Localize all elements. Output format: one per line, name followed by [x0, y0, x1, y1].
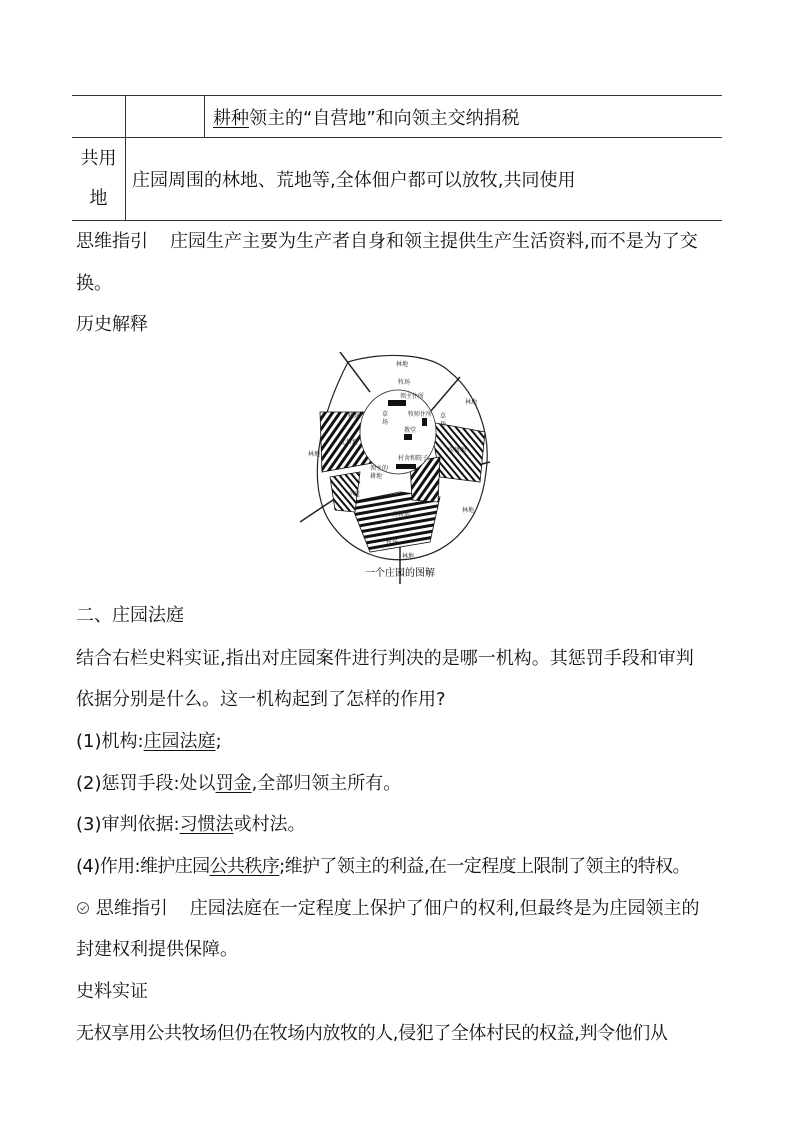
underlined-answer: 庄园法庭 — [143, 731, 216, 752]
evidence-text: 无权享用公共牧场但仍在牧场内放牧的人,侵犯了全体村民的权益,判令他们从 — [76, 1023, 668, 1044]
label-line: 共用 — [80, 148, 117, 169]
map-label: 领主的 — [370, 465, 389, 472]
map-label: 草 — [382, 411, 389, 418]
map-label: 林地 — [308, 451, 321, 458]
table-cell-content — [205, 96, 723, 138]
hint-icon — [76, 901, 90, 915]
thinking-hint — [76, 895, 726, 923]
underlined-answer: 罚金 — [215, 773, 252, 794]
map-label: 南耕地 — [392, 511, 411, 518]
thinking-hint — [76, 228, 726, 256]
table-cell-content — [126, 138, 723, 221]
map-label: 场 — [440, 421, 447, 428]
table-cell-empty — [126, 96, 205, 138]
priest-house-icon — [422, 418, 427, 426]
table-row-label — [72, 138, 126, 221]
map-label: 小道 — [348, 491, 361, 498]
answer-prefix: (1)机构: — [76, 731, 144, 752]
question-line: 结合右栏史料实证,指出对庄园案件进行判决的是哪一机构。其惩罚手段和审判 — [76, 648, 694, 669]
question-line: 依据分别是什么。这一机构起到了怎样的作用? — [76, 689, 446, 710]
hint-text: 庄园法庭在一定程度上保护了佃户的权利,但最终是为庄园领主的 — [189, 898, 700, 919]
answer-prefix: (4)作用:维护庄园 — [76, 856, 210, 877]
answer-item — [76, 853, 726, 881]
figure-caption: 一个庄园的图解 — [365, 568, 435, 579]
answer-suffix: ,全部归领主所有。 — [251, 773, 402, 794]
map-label: 牧场 — [348, 413, 361, 420]
answer-suffix: ; — [215, 731, 222, 752]
village-icon — [396, 464, 416, 469]
answer-prefix: (2)惩罚手段:处以 — [76, 773, 216, 794]
answer-suffix: ;维护了领主的利益,在一定程度上限制了领主的特权。 — [279, 856, 690, 877]
church-icon — [404, 434, 412, 440]
map-label: 林地 — [465, 399, 478, 406]
map-label: 草 — [440, 413, 447, 420]
lord-house-icon — [388, 400, 406, 406]
hint-label: 思维指引 — [95, 898, 168, 919]
map-label: 北耕地 — [340, 439, 359, 446]
answer-item — [76, 770, 726, 798]
map-label: 领主住所 — [400, 393, 425, 400]
hint-label: 思维指引 — [76, 231, 148, 252]
answer-item — [76, 728, 726, 756]
manor-land-table — [72, 95, 722, 221]
hint-continuation: 换。 — [76, 273, 112, 294]
hint-text: 庄园生产主要为生产者自身和领主提供生产生活资料,而不是为了交 — [170, 231, 698, 252]
map-label: 牧场 — [398, 379, 411, 386]
map-label: 牧场 — [386, 539, 399, 546]
table-row — [72, 138, 722, 221]
manor-map-figure — [300, 352, 500, 584]
section-title: 二、庄园法庭 — [76, 605, 184, 626]
map-label: 教堂 — [404, 427, 417, 434]
table-row — [72, 96, 722, 138]
cell-text: 领主的“自营地”和向领主交纳捐税 — [249, 107, 520, 129]
label-line: 地 — [89, 188, 108, 209]
table-cell-empty — [72, 96, 126, 138]
cell-text: 庄园周围的林地、荒地等,全体佃户都可以放牧,共同使用 — [132, 170, 576, 191]
section-heading: 史料实证 — [76, 981, 148, 1002]
answer-suffix: 或村法。 — [233, 814, 306, 835]
answer-prefix: (3)审判依据: — [76, 814, 180, 835]
map-label: 林地 — [396, 361, 409, 368]
map-label: 耕地 — [370, 473, 383, 480]
underlined-answer: 习惯法 — [179, 814, 234, 835]
map-label: 牧师住所 — [408, 411, 433, 418]
underlined-answer: 公共秩序 — [209, 856, 280, 877]
answer-item — [76, 811, 726, 839]
map-label: 村舍和院子 — [398, 455, 429, 462]
map-label: 场 — [382, 419, 389, 426]
map-label: 林地 — [402, 553, 415, 560]
hint-continuation: 封建权利提供保障。 — [76, 939, 238, 960]
section-heading: 历史解释 — [76, 314, 148, 335]
map-label: 林地 — [462, 507, 475, 514]
underlined-answer: 耕种 — [213, 107, 249, 129]
map-label: 东耕地 — [448, 447, 467, 454]
